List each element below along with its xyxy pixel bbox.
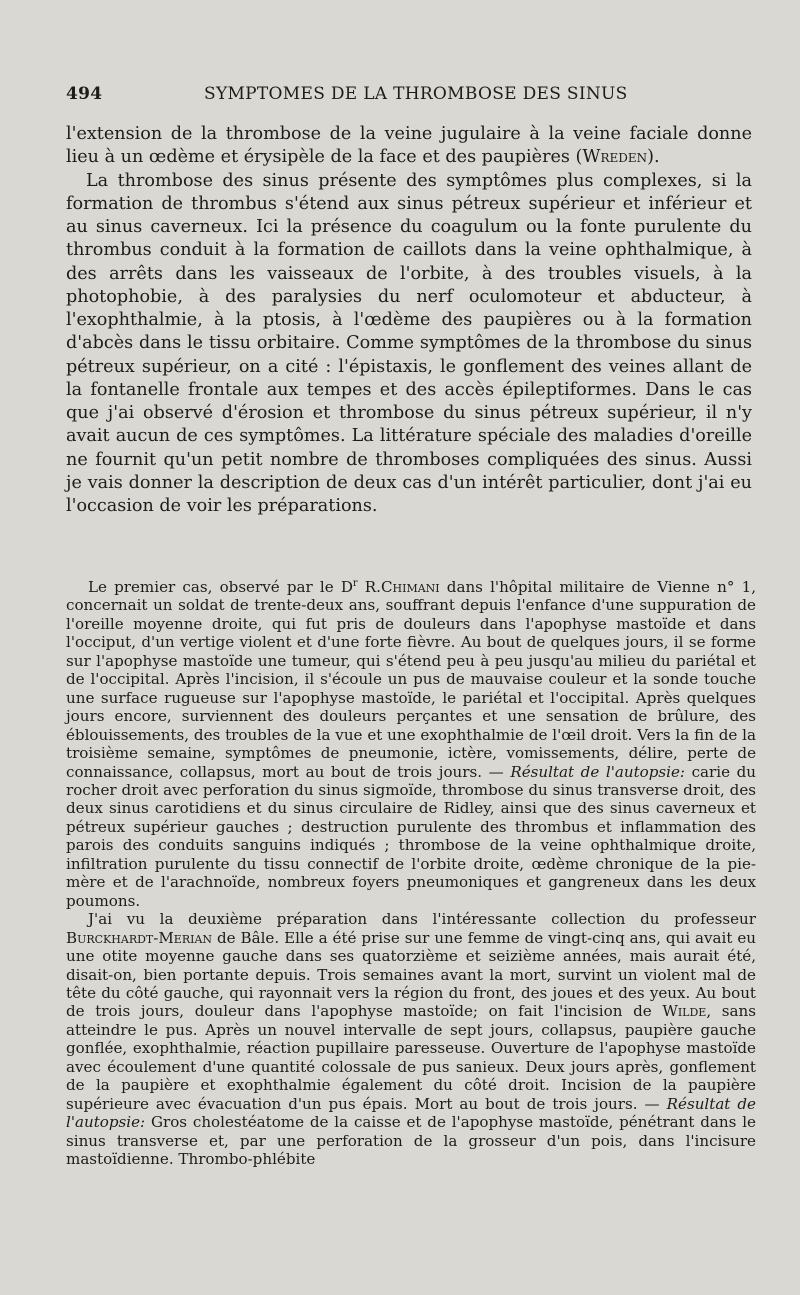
page-number: 494	[66, 84, 103, 104]
paragraph-thrombose-sinus: La thrombose des sinus présente des symptômes plus complexes, si la formation de thrombus s'étend aux sinus pétreux supérieur et inférieur et au sinus caverneux. Ici la présence du coagulum ou la fonte purulente du thrombus conduit à la formation de caillots dans la veine ophthalmique, à des arrêts dans les vaisseaux de l'orbite, à des troubles visuels, à la photophobie, à des paralysies du nerf oculomoteur et abducteur, à l'exophthalmie, à la ptosis, à l'œdème des paupières ou à la formation d'abcès dans le tissu orbitaire. Comme symptômes de la thrombose du sinus pétreux supérieur, on a cité : l'épistaxis, le gonflement des veines allant de la fontanelle frontale aux tempes et des accès épileptiformes. Dans le cas que j'ai observé d'érosion et thrombose du sinus pétreux supérieur, il n'y avait aucun de ces symptômes. La littérature spéciale des maladies d'oreille ne fournit qu'un petit nombre de thromboses compliquées des sinus. Aussi je vais donner la description de deux cas d'un intérêt particulier, dont j'ai eu l'occasion de voir les préparations.	[66, 170, 752, 516]
autopsy-heading: Résultat de l'autopsie:	[66, 1094, 756, 1132]
author-name: Wilde	[662, 1002, 707, 1021]
paragraph-continuation: l'extension de la thrombose de la veine jugulaire à la veine faciale donne lieu à un œdème et érysipèle de la face et des paupières (Wreden).	[66, 124, 752, 168]
case-report-first: Le premier cas, observé par le $D^r$ R.Chimani dans l'hôpital militaire de Vienne n° 1, concernait un soldat de trente-deux ans, souffrant depuis l'enfance d'une suppuration de l'oreille moyenne droite, qui fut pris de douleurs dans l'apophyse mastoïde et dans l'occiput, d'un vertige violent et d'une forte fièvre. Au bout de quelques jours, il se forme sur l'apophyse mastoïde une tumeur, qui s'étend peu à peu jusqu'au milieu du pariétal et de l'occipital. Après l'incision, il s'écoule un pus de mauvaise couleur et la sonde touche une surface rugueuse sur l'apophyse mastoïde, le pariétal et l'occipital. Après quelques jours encore, surviennent des douleurs perçantes et une sensation de brûlure, des éblouissements, des troubles de la vue et une exophthalmie de l'œil droit. Vers la fin de la troisième semaine, symptômes de pneumonie, ictère, vomissements, délire, perte de connaissance, collapsus, mort au bout de trois jours. — Résultat de l'autopsie: carie du rocher droit avec perforation du sinus sigmoïde, thrombose du sinus transverse droit, des deux sinus carotidiens et du sinus circulaire de Ridley, ainsi que des sinus caverneux et pétreux supérieur gauches ; destruction purulente des thrombus et inflammation des parois des conduits sanguins indiqués ; thrombose de la veine ophthalmique droite, infiltration purulente du tissu connectif de l'orbite droite, œdème chronique de la pie-mère et de l'arachnoïde, nombreux foyers pneumoniques et gangreneux dans les deux poumons.	[66, 577, 757, 910]
case-report-second: J'ai vu la deuxième préparation dans l'intéressante collection du professeur Burckhardt-Merian de Bâle. Elle a été prise sur une femme de vingt-cinq ans, qui avait eu une otite moyenne gauche dans ses quatorzième et seizième années, mais aurait été, disait-on, bien portante depuis. Trois semaines avant la mort, survint un violent mal de tête du côté gauche, qui rayonnait vers la région du front, des joues et des yeux. Au bout de trois jours, douleur dans l'apophyse mastoïde; on fait l'incision de Wilde, sans atteindre le pus. Après un nouvel intervalle de sept jours, collapsus, paupière gauche gonflée, exophthalmie, réaction pupillaire paresseuse. Ouverture de l'apophyse mastoïde avec écoulement d'une quantité colossale de pus sanieux. Deux jours après, gonflement de la paupière et exophthalmie également du côté droit. Incision de la paupière supérieure avec évacuation d'un pus épais. Mort au bout de trois jours. — Résultat de l'autopsie: Gros cholestéatome de la caisse et de l'apophyse mastoïde, pénétrant dans le sinus transverse et, par une perforation de la grosseur d'un pois, dans l'incisure mastoïdienne. Thrombo-phlébite	[66, 910, 757, 1169]
case-reports	[66, 578, 756, 1169]
running-header	[66, 84, 752, 110]
author-name: Burckhardt-Merian	[66, 928, 213, 947]
main-text	[66, 123, 752, 518]
author-name: Chimani	[380, 578, 440, 596]
autopsy-heading: Résultat de l'autopsie:	[510, 762, 685, 781]
author-name: Wreden	[582, 147, 648, 168]
running-title: SYMPTOMES DE LA THROMBOSE DES SINUS	[204, 84, 628, 104]
